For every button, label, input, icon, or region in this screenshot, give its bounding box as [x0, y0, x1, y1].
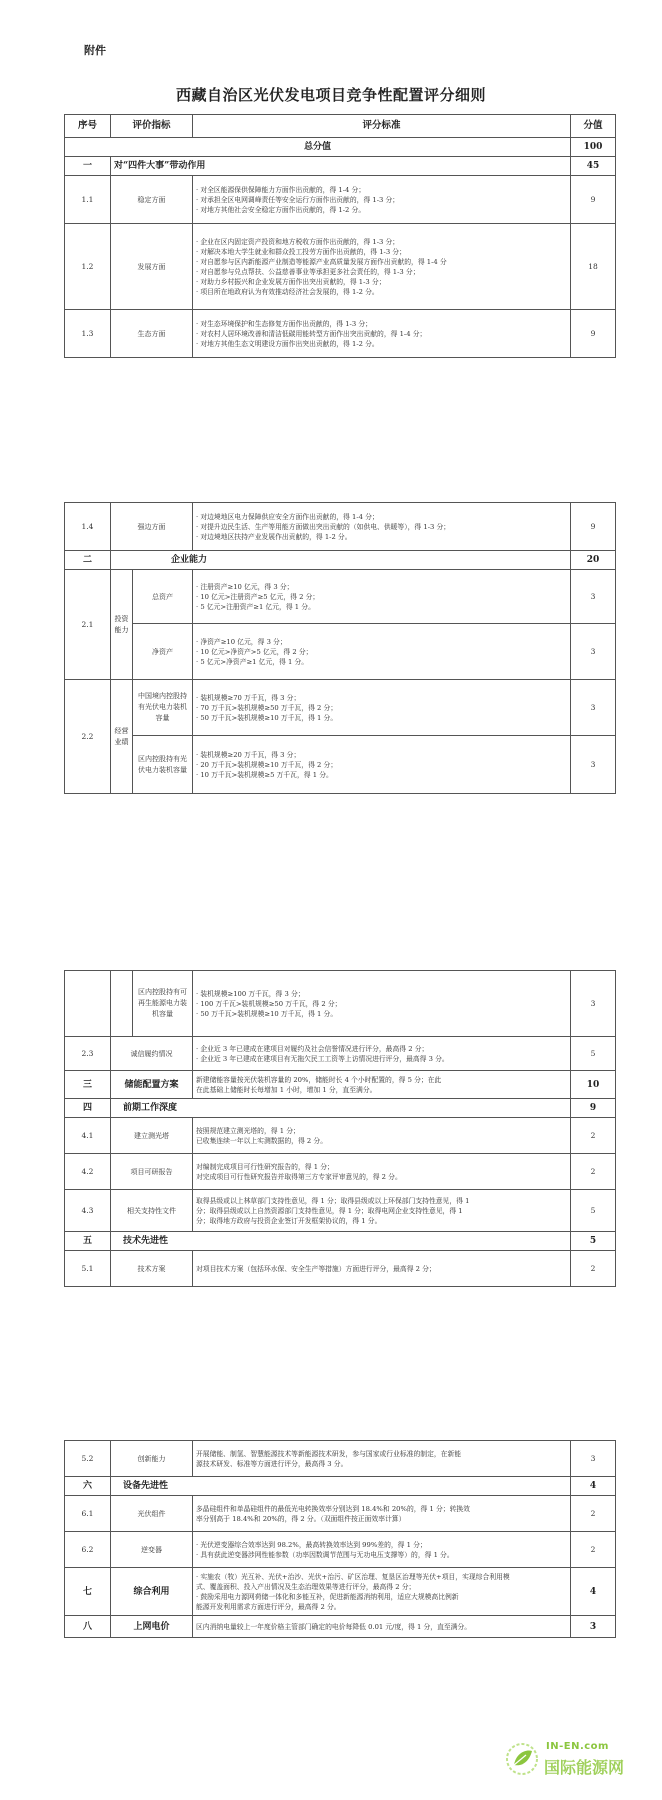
criteria-line: · 5 亿元>注册资产≥1 亿元，得 1 分。	[196, 602, 315, 611]
header-indicator: 评价指标	[111, 115, 193, 138]
row-criteria	[193, 1071, 571, 1099]
criteria-line: · 对承担全区电网调峰责任等安全运行方面作出贡献的，得 1-3 分；	[196, 195, 400, 204]
row-criteria	[193, 1118, 571, 1154]
row-score: 3	[571, 624, 616, 680]
criteria-line: · 对自愿参与区内新能源产业制造等能源产业高质量发展方面作出贡献的，得 1-4 分	[196, 257, 447, 266]
table-row	[65, 1118, 616, 1154]
criteria-line: · 企业近 3 年已建成在建项目有无拖欠民工工资等上访情况进行评分，最高得 3 分。	[196, 1054, 449, 1063]
row-criteria	[193, 1037, 571, 1071]
criteria-line: · 对全区能源保供保障能力方面作出贡献的，得 1-4 分；	[196, 185, 366, 194]
row-criteria	[193, 224, 571, 310]
row-score: 9	[571, 310, 616, 358]
row-score: 2	[571, 1251, 616, 1287]
criteria-line: · 对助力乡村振兴和企业发展方面作出突出贡献的，得 1-3 分；	[196, 277, 386, 286]
table-row	[65, 624, 616, 680]
section-title: 设备先进性	[111, 1477, 571, 1496]
total-label: 总分值	[65, 138, 571, 157]
row-no: 6.2	[65, 1532, 111, 1568]
criteria-line: 式、覆盖面积、投入产出情况及生态治理效果等进行评分，最高得 2 分；	[196, 1582, 416, 1591]
document-title: 西藏自治区光伏发电项目竞争性配置评分细则	[175, 86, 486, 104]
row-score: 2	[571, 1532, 616, 1568]
row-score: 18	[571, 224, 616, 310]
row-criteria	[193, 1190, 571, 1232]
row-indicator: 经营业绩	[111, 680, 133, 794]
row-no: 5.1	[65, 1251, 111, 1287]
row-sub-indicator: 中国境内控股持有光伏电力装机容量	[133, 680, 193, 736]
section-no: 六	[65, 1477, 111, 1496]
section-score: 4	[571, 1477, 616, 1496]
criteria-line: · 项目所在地政府认为有效推动经济社会发展的，得 1-2 分。	[196, 287, 379, 296]
table-row	[65, 503, 616, 551]
row-criteria	[193, 176, 571, 224]
in-en-logo	[500, 1735, 650, 1785]
criteria-line: 开展储能、制氢、智慧能源技术等新能源技术研发，参与国家或行业标准的制定，在新能	[196, 1449, 462, 1458]
row-score: 2	[571, 1118, 616, 1154]
row-criteria	[193, 1568, 571, 1616]
criteria-line: · 对边境地区电力保障供应安全方面作出贡献的，得 1-4 分；	[196, 512, 379, 521]
scoring-table-part-4	[64, 1440, 616, 1638]
section-title: 企业能力	[111, 551, 571, 570]
row-score: 9	[571, 176, 616, 224]
row-criteria	[193, 971, 571, 1037]
table-row	[65, 971, 616, 1037]
criteria-line: 分；取得地方政府与投资企业签订开发框架协议的，得 1 分。	[196, 1216, 382, 1225]
row-indicator: 强边方面	[111, 503, 193, 551]
criteria-line: · 100 万千瓦>装机规模≥50 万千瓦，得 2 分；	[196, 999, 342, 1008]
row-indicator: 技术方案	[111, 1251, 193, 1287]
row-criteria	[193, 1532, 571, 1568]
section-title: 技术先进性	[111, 1232, 571, 1251]
criteria-line: 分；取得县级或以上自然资源部门支持性意见，得 1 分；取得电网企业支持性意见，得 1	[196, 1206, 463, 1215]
criteria-line: · 10 亿元>注册资产≥5 亿元，得 2 分；	[196, 592, 320, 601]
section-title: 对“四件大事”带动作用	[111, 157, 571, 176]
header-score: 分值	[571, 115, 616, 138]
criteria-line: · 对边境地区扶持产业发展作出贡献的，得 1-2 分。	[196, 532, 352, 541]
criteria-line: · 对生态环境保护和生态修复方面作出贡献的，得 1-3 分；	[196, 319, 372, 328]
section-row	[65, 1071, 616, 1099]
row-score: 3	[571, 971, 616, 1037]
criteria-line: · 对农村人居环境改善和清洁低碳用能转型方面作出突出贡献的，得 1-4 分；	[196, 329, 427, 338]
section-score: 10	[571, 1071, 616, 1099]
attachment-label: 附件	[84, 44, 106, 57]
row-no: 6.1	[65, 1496, 111, 1532]
section-title: 前期工作深度	[111, 1099, 571, 1118]
row-no: 5.2	[65, 1441, 111, 1477]
table-row	[65, 1441, 616, 1477]
total-row	[65, 138, 616, 157]
criteria-line: 按照规范建立测光塔的，得 1 分；	[196, 1126, 300, 1135]
row-sub-indicator: 总资产	[133, 570, 193, 624]
row-score: 3	[571, 1441, 616, 1477]
row-criteria	[193, 680, 571, 736]
section-no: 四	[65, 1099, 111, 1118]
section-row	[65, 1099, 616, 1118]
criteria-line: · 实施农（牧）光互补、光伏+治沙、光伏+治污、矿区治理、复垦区治理等光伏+项目，实现综合利用模	[196, 1572, 510, 1581]
row-no: 4.3	[65, 1190, 111, 1232]
section-no: 二	[65, 551, 111, 570]
criteria-line: · 对自愿参与兑点帮扶、公益慈善事业等承担更多社会责任的，得 1-3 分；	[196, 267, 420, 276]
row-no: 2.2	[65, 680, 111, 794]
criteria-line: 能源开发利用需求方面进行评分，最高得 2 分。	[196, 1602, 341, 1611]
section-no: 一	[65, 157, 111, 176]
section-no: 三	[65, 1071, 111, 1099]
criteria-line: 对编制完成项目可行性研究报告的，得 1 分；	[196, 1162, 334, 1171]
row-no: 1.1	[65, 176, 111, 224]
table-row	[65, 1037, 616, 1071]
row-no: 2.3	[65, 1037, 111, 1071]
header-criteria: 评分标准	[193, 115, 571, 138]
row-criteria	[193, 1496, 571, 1532]
header-no: 序号	[65, 115, 111, 138]
criteria-line: · 注册资产≥10 亿元，得 3 分；	[196, 582, 294, 591]
criteria-line: · 企业近 3 年已建成在建项目对履约及社会信誉情况进行评分，最高得 2 分；	[196, 1044, 429, 1053]
table-row	[65, 1190, 616, 1232]
row-no: 1.4	[65, 503, 111, 551]
row-criteria	[193, 503, 571, 551]
criteria-line: · 装机规模≥70 万千瓦，得 3 分；	[196, 693, 301, 702]
row-indicator: 建立测光塔	[111, 1118, 193, 1154]
section-no: 五	[65, 1232, 111, 1251]
row-criteria	[193, 570, 571, 624]
section-score: 20	[571, 551, 616, 570]
row-indicator: 逆变器	[111, 1532, 193, 1568]
section-row	[65, 1568, 616, 1616]
criteria-line: · 具有获此逆变器涉网性能参数（功率因数调节范围与无功电压支撑等）的，得 1 分。	[196, 1550, 454, 1559]
row-indicator: 相关支持性文件	[111, 1190, 193, 1232]
criteria-line: · 10 万千瓦>装机规模≥5 万千瓦，得 1 分。	[196, 770, 333, 779]
row-no: 4.1	[65, 1118, 111, 1154]
row-score: 9	[571, 503, 616, 551]
row-sub-indicator: 净资产	[133, 624, 193, 680]
row-sub-indicator: 区内控股持有可再生能源电力装机容量	[133, 971, 193, 1037]
table-row	[65, 176, 616, 224]
criteria-line: · 20 万千瓦>装机规模≥10 万千瓦，得 2 分；	[196, 760, 338, 769]
row-score: 5	[571, 1190, 616, 1232]
section-score: 4	[571, 1568, 616, 1616]
criteria-line: · 5 亿元>净资产≥1 亿元，得 1 分。	[196, 657, 309, 666]
scoring-table-part-1	[64, 114, 616, 358]
row-criteria	[193, 736, 571, 794]
row-criteria	[193, 624, 571, 680]
table-row	[65, 310, 616, 358]
row-no-continued	[65, 971, 111, 1037]
section-row	[65, 1232, 616, 1251]
row-indicator: 诚信履约情况	[111, 1037, 193, 1071]
table-row	[65, 736, 616, 794]
section-score: 45	[571, 157, 616, 176]
criteria-line: · 装机规模≥100 万千瓦，得 3 分；	[196, 989, 305, 998]
criteria-line: · 50 万千瓦>装机规模≥10 万千瓦，得 1 分。	[196, 1009, 338, 1018]
table-row	[65, 1532, 616, 1568]
row-indicator: 光伏组件	[111, 1496, 193, 1532]
criteria-line: · 企业在区内固定资产投资和地方税收方面作出贡献的，得 1-3 分；	[196, 237, 400, 246]
table-row	[65, 224, 616, 310]
section-score: 5	[571, 1232, 616, 1251]
table-row	[65, 570, 616, 624]
criteria-line: · 10 亿元>净资产>5 亿元，得 2 分；	[196, 647, 313, 656]
row-criteria	[193, 1154, 571, 1190]
row-no: 1.3	[65, 310, 111, 358]
row-sub-indicator: 区内控股持有光伏电力装机容量	[133, 736, 193, 794]
table-row	[65, 1496, 616, 1532]
section-score: 3	[571, 1616, 616, 1638]
criteria-line: 对完成项目可行性研究报告并取得第三方专家评审意见的，得 2 分。	[196, 1172, 402, 1181]
row-indicator: 项目可研报告	[111, 1154, 193, 1190]
criteria-line: 取得县级或以上林草部门支持性意见，得 1 分；取得县级或以上环保部门支持性意见，得 1	[196, 1196, 470, 1205]
leaf-icon	[504, 1741, 540, 1777]
row-indicator: 投资能力	[111, 570, 133, 680]
criteria-line: 在此基础上储能时长每增加 1 小时，增加 1 分，直至满分。	[196, 1085, 377, 1094]
section-no: 七	[65, 1568, 111, 1616]
criteria-line: · 50 万千瓦>装机规模≥10 万千瓦，得 1 分。	[196, 713, 338, 722]
scoring-table-part-2	[64, 502, 616, 794]
row-indicator: 发展方面	[111, 224, 193, 310]
criteria-line: 多晶硅组件和单晶硅组件的最低光电转换效率分别达到 18.4%和 20%的，得 1 分；转换效	[196, 1504, 470, 1513]
section-title: 储能配置方案	[111, 1071, 193, 1099]
criteria-line: · 70 万千瓦>装机规模≥50 万千瓦，得 2 分；	[196, 703, 338, 712]
section-row	[65, 1477, 616, 1496]
criteria-line: 对项目技术方案（包括环水保、安全生产等措施）方面进行评分，最高得 2 分；	[196, 1264, 436, 1273]
row-indicator: 创新能力	[111, 1441, 193, 1477]
row-criteria	[193, 1441, 571, 1477]
table-row	[65, 1154, 616, 1190]
row-score: 2	[571, 1154, 616, 1190]
criteria-line: · 对地方其他社会安全稳定方面作出贡献的，得 1-2 分。	[196, 205, 366, 214]
section-title: 上网电价	[111, 1616, 193, 1638]
criteria-line: · 对解决本地大学生就业和群众投工投劳方面作出贡献的，得 1-3 分；	[196, 247, 406, 256]
section-title: 综合利用	[111, 1568, 193, 1616]
scoring-table-part-3	[64, 970, 616, 1287]
row-score: 3	[571, 736, 616, 794]
section-score: 9	[571, 1099, 616, 1118]
total-score: 100	[571, 138, 616, 157]
criteria-line: · 净资产≥10 亿元，得 3 分；	[196, 637, 287, 646]
criteria-line: 区内消纳电量较上一年度价格主管部门确定的电价每降低 0.01 元/度，得 1 分，直至满分。	[196, 1622, 472, 1631]
table-row	[65, 680, 616, 736]
criteria-line: 源技术研发、标准等方面进行评分，最高得 3 分。	[196, 1459, 348, 1468]
criteria-line: · 光伏逆变器综合效率达到 98.2%，最高转换效率达到 99%差的，得 1 分；	[196, 1540, 427, 1549]
section-no: 八	[65, 1616, 111, 1638]
row-no: 4.2	[65, 1154, 111, 1190]
criteria-line: · 对地方其他生态文明建设方面作出突出贡献的，得 1-2 分。	[196, 339, 379, 348]
section-row	[65, 1616, 616, 1638]
row-score: 3	[571, 680, 616, 736]
row-no: 1.2	[65, 224, 111, 310]
row-indicator-continued	[111, 971, 133, 1037]
criteria-line: · 装机规模≥20 万千瓦，得 3 分；	[196, 750, 301, 759]
row-indicator: 生态方面	[111, 310, 193, 358]
row-criteria	[193, 1251, 571, 1287]
logo-domain: IN-EN.com	[546, 1741, 609, 1752]
row-score: 3	[571, 570, 616, 624]
criteria-line: · 鼓励采用电力源网荷储一体化和多能互补，促进新能源消纳利用，适应大规模高比例新	[196, 1592, 459, 1601]
criteria-line: 已收集连续一年以上实测数据的，得 2 分。	[196, 1136, 327, 1145]
row-score: 2	[571, 1496, 616, 1532]
table-header-row	[65, 115, 616, 138]
row-indicator: 稳定方面	[111, 176, 193, 224]
criteria-line: 率分别高于 18.4%和 20%的，得 2 分。（双面组件按正面效率计算）	[196, 1514, 406, 1523]
row-criteria	[193, 1616, 571, 1638]
criteria-line: 新建储能容量按光伏装机容量的 20%，储能时长 4 个小时配置的，得 5 分；在此	[196, 1075, 442, 1084]
criteria-line: · 对提升边民生活、生产等用能方面做出突出贡献的（如供电、供暖等），得 1-3 分；	[196, 522, 451, 531]
row-score: 5	[571, 1037, 616, 1071]
section-row	[65, 157, 616, 176]
logo-text: 国际能源网	[544, 1758, 625, 1777]
row-criteria	[193, 310, 571, 358]
section-row	[65, 551, 616, 570]
row-no: 2.1	[65, 570, 111, 680]
table-row	[65, 1251, 616, 1287]
